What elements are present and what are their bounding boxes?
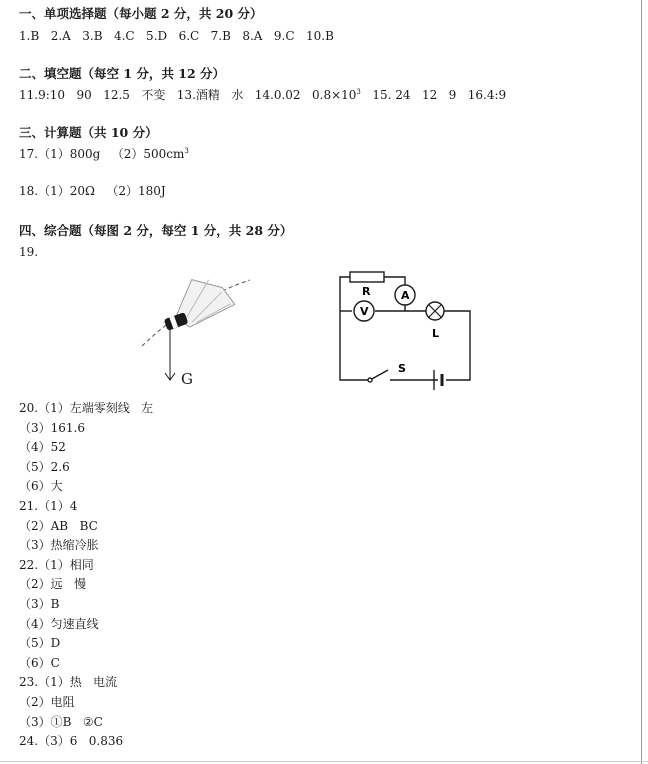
q18-answer: 18.（1）20Ω （2）180J bbox=[19, 184, 166, 198]
right-wire bbox=[443, 311, 470, 380]
lamp-label: L bbox=[432, 327, 440, 340]
switch-label: S bbox=[398, 362, 406, 375]
q19-label: 19. bbox=[19, 245, 39, 259]
answer-line: 23.（1）热 电流 bbox=[19, 675, 118, 690]
section-1-answers: 1.B 2.A 3.B 4.C 5.D 6.C 7.B 8.A 9.C 10.B bbox=[19, 29, 334, 43]
resistor-label: R bbox=[362, 285, 371, 298]
section-2-answers-part-b: 15. 24 12 9 16.4:9 bbox=[360, 88, 507, 102]
answer-line: （3）B bbox=[19, 597, 60, 611]
shuttlecock-icon bbox=[154, 269, 237, 335]
resistor-icon bbox=[350, 272, 384, 282]
answer-line: （5）D bbox=[19, 636, 61, 651]
section-2-heading: 二、填空题（每空 1 分，共 12 分） bbox=[19, 66, 226, 81]
section-2-answers-part-a: 11.9:10 90 12.5 不变 13.酒精 水 14.0.02 0.8×10 bbox=[19, 88, 357, 102]
answer-line: 21.（1）4 bbox=[19, 499, 78, 513]
circuit-diagram bbox=[330, 262, 480, 392]
q17-exponent: 3 bbox=[184, 147, 189, 155]
answer-line: 24.（3）6 0.836 bbox=[19, 734, 124, 749]
ammeter-label: A bbox=[401, 289, 410, 302]
answer-line: （5）2.6 bbox=[19, 459, 70, 474]
section-3-heading: 三、计算题（共 10 分） bbox=[19, 125, 158, 140]
answer-line: （3）①B ②C bbox=[19, 714, 103, 729]
answer-line: （3）161.6 bbox=[19, 420, 85, 435]
switch-icon bbox=[370, 370, 388, 380]
gravity-label: G bbox=[181, 370, 193, 388]
answer-line: （6）大 bbox=[19, 479, 63, 494]
page-right-edge bbox=[641, 0, 642, 764]
answer-line: 22.（1）相同 bbox=[19, 557, 94, 572]
answer-line: （2）远 慢 bbox=[19, 577, 87, 592]
voltmeter-label: V bbox=[360, 305, 369, 318]
q17-text: 17.（1）800g （2）500cm bbox=[19, 147, 185, 161]
answer-line: 20.（1）左端零刻线 左 bbox=[19, 401, 154, 415]
section-1-heading: 一、单项选择题（每小题 2 分，共 20 分） bbox=[19, 6, 263, 21]
answer-line: （4）匀速直线 bbox=[19, 616, 99, 631]
section-2-exponent: 3 bbox=[356, 88, 361, 96]
answer-line: （2）电阻 bbox=[19, 695, 75, 709]
answer-line: （3）热缩冷胀 bbox=[19, 538, 99, 553]
answer-line: （6）C bbox=[19, 655, 60, 670]
section-2-answers bbox=[19, 87, 506, 103]
page-bottom-edge bbox=[0, 761, 648, 762]
q17-answer bbox=[19, 146, 189, 162]
answer-line: （2）AB BC bbox=[19, 518, 98, 533]
shuttlecock-figure bbox=[130, 260, 270, 390]
answer-line: （4）52 bbox=[19, 440, 66, 455]
section-4-heading: 四、综合题（每图 2 分，每空 1 分，共 28 分） bbox=[19, 223, 293, 238]
